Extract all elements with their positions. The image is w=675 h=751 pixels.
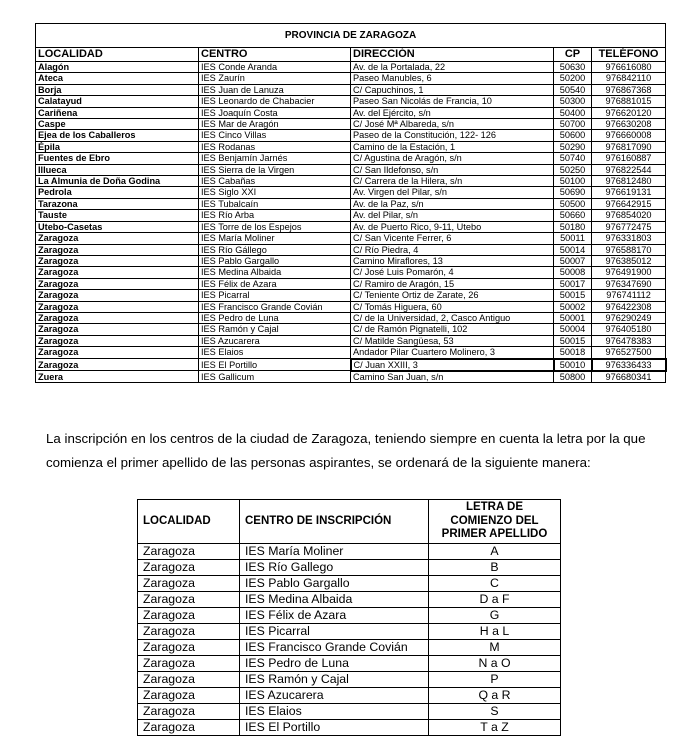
table-row: [36, 73, 666, 84]
table-row: [36, 153, 666, 164]
cell-centro: IES El Portillo: [240, 720, 429, 736]
cell-direccion: Av. de Puerto Rico, 9-11, Utebo: [351, 221, 554, 232]
cell-centro: IES Cabañas: [199, 176, 351, 187]
cell-cp: 50015: [554, 290, 592, 301]
cell-centro: IES Benjamín Jarnés: [199, 153, 351, 164]
cell-centro: IES Mar de Aragón: [199, 119, 351, 130]
cell-cp: 50100: [554, 176, 592, 187]
cell-localidad: Zaragoza: [138, 656, 240, 672]
cell-direccion: Camino Miraflores, 13: [351, 255, 554, 266]
cell-localidad: Zaragoza: [138, 560, 240, 576]
cell-localidad: Zaragoza: [138, 624, 240, 640]
cell-cp: 50500: [554, 198, 592, 209]
cell-localidad: Zaragoza: [36, 244, 199, 255]
cell-telefono: 976160887: [592, 153, 666, 164]
table-row: [36, 187, 666, 198]
cell-direccion: Paseo San Nicolás de Francia, 10: [351, 96, 554, 107]
cell-direccion: C/ Capuchinos, 1: [351, 84, 554, 95]
cell-direccion: C/ Agustina de Aragón, s/n: [351, 153, 554, 164]
cell-letra: A: [429, 544, 561, 560]
cell-localidad: Zaragoza: [36, 255, 199, 266]
cell-letra: D a F: [429, 592, 561, 608]
cell-telefono: 976290249: [592, 312, 666, 323]
cell-direccion: Camino San Juan, s/n: [351, 371, 554, 383]
cell-localidad: Zaragoza: [36, 312, 199, 323]
table-row: [36, 210, 666, 221]
table-row: [138, 640, 561, 656]
cell-direccion: Av. de la Portalada, 22: [351, 62, 554, 73]
cell-telefono: 976620120: [592, 107, 666, 118]
cell-telefono: 976588170: [592, 244, 666, 255]
cell-direccion: C/ San Vicente Ferrer, 6: [351, 233, 554, 244]
cell-letra: M: [429, 640, 561, 656]
cell-centro: IES Ramón y Cajal: [240, 672, 429, 688]
cell-cp: 50008: [554, 267, 592, 278]
table-row: [138, 592, 561, 608]
cell-centro: IES Ramón y Cajal: [199, 324, 351, 335]
cell-centro: IES Sierra de la Virgen: [199, 164, 351, 175]
cell-centro: IES Siglo XXI: [199, 187, 351, 198]
cell-direccion: C/ Matilde Sangüesa, 53: [351, 335, 554, 346]
table-row: [138, 656, 561, 672]
cell-centro: IES Francisco Grande Covián: [240, 640, 429, 656]
cell-localidad: Zaragoza: [36, 233, 199, 244]
table-row: [36, 278, 666, 289]
cell-centro: IES Pedro de Luna: [240, 656, 429, 672]
cell-localidad: Zaragoza: [138, 688, 240, 704]
table-header-row: [138, 500, 561, 544]
cell-cp: 50200: [554, 73, 592, 84]
cell-centro: IES Gallicum: [199, 371, 351, 383]
cell-telefono: 976616080: [592, 62, 666, 73]
cell-centro: IES Francisco Grande Covián: [199, 301, 351, 312]
cell-localidad: Zaragoza: [36, 278, 199, 289]
table-row: [138, 608, 561, 624]
table-row: [36, 312, 666, 323]
cell-localidad: Zaragoza: [36, 301, 199, 312]
cell-localidad: Zaragoza: [138, 704, 240, 720]
cell-direccion: C/ José Mª Albareda, s/n: [351, 119, 554, 130]
table-row: [36, 301, 666, 312]
cell-centro: IES Cinco Villas: [199, 130, 351, 141]
cell-centro: IES Río Gallego: [240, 560, 429, 576]
cell-centro: IES Joaquín Costa: [199, 107, 351, 118]
cell-localidad: Zuera: [36, 371, 199, 383]
cell-cp: 50007: [554, 255, 592, 266]
cell-letra: T a Z: [429, 720, 561, 736]
cell-cp: 50700: [554, 119, 592, 130]
cell-cp: 50690: [554, 187, 592, 198]
cell-centro: IES María Moliner: [240, 544, 429, 560]
cell-direccion: Av. del Pilar, s/n: [351, 210, 554, 221]
cell-telefono: 976842110: [592, 73, 666, 84]
header-telefono: TELÉFONO: [592, 48, 666, 62]
cell-telefono: 976854020: [592, 210, 666, 221]
cell-telefono: 976822544: [592, 164, 666, 175]
cell-cp: 50017: [554, 278, 592, 289]
cell-telefono: 976422308: [592, 301, 666, 312]
cell-centro: IES Pedro de Luna: [199, 312, 351, 323]
table-row: [36, 267, 666, 278]
cell-cp: 50004: [554, 324, 592, 335]
cell-localidad: Zaragoza: [138, 544, 240, 560]
cell-direccion: Camino de la Estación, 1: [351, 141, 554, 152]
table-row: [36, 107, 666, 118]
cell-cp: 50250: [554, 164, 592, 175]
table-row: [36, 335, 666, 346]
table-row: [36, 324, 666, 335]
cell-localidad: Zaragoza: [36, 359, 199, 371]
cell-centro: IES Medina Albaida: [240, 592, 429, 608]
cell-cp: 50740: [554, 153, 592, 164]
cell-centro: IES Pablo Gargallo: [199, 255, 351, 266]
table-row: [36, 244, 666, 255]
table-row: [36, 130, 666, 141]
cell-cp: 50180: [554, 221, 592, 232]
cell-localidad: Zaragoza: [36, 324, 199, 335]
cell-localidad: Zaragoza: [138, 720, 240, 736]
cell-centro: IES Elaios: [199, 347, 351, 359]
header-localidad: LOCALIDAD: [36, 48, 199, 62]
cell-telefono: 976619131: [592, 187, 666, 198]
cell-cp: 50014: [554, 244, 592, 255]
cell-centro: IES María Moliner: [199, 233, 351, 244]
cell-cp: 50290: [554, 141, 592, 152]
cell-localidad: Zaragoza: [36, 267, 199, 278]
cell-direccion: C/ Ramiro de Aragón, 15: [351, 278, 554, 289]
table-row: [36, 290, 666, 301]
table-row: [36, 62, 666, 73]
cell-letra: C: [429, 576, 561, 592]
cell-localidad: Ateca: [36, 73, 199, 84]
table-row: [138, 672, 561, 688]
cell-centro: IES Pablo Gargallo: [240, 576, 429, 592]
cell-localidad: Zaragoza: [36, 347, 199, 359]
table-row: [36, 96, 666, 107]
cell-cp: 50015: [554, 335, 592, 346]
cell-letra: H a L: [429, 624, 561, 640]
table-row: [138, 688, 561, 704]
table-row: [36, 176, 666, 187]
cell-localidad: Borja: [36, 84, 199, 95]
cell-cp: 50660: [554, 210, 592, 221]
cell-localidad: Zaragoza: [138, 672, 240, 688]
cell-centro: IES Tubalcaín: [199, 198, 351, 209]
cell-localidad: Zaragoza: [36, 335, 199, 346]
cell-telefono: 976527500: [592, 347, 666, 359]
cell-centro: IES Félix de Azara: [199, 278, 351, 289]
table-row: [36, 371, 666, 383]
cell-direccion: C/ Tomás Higuera, 60: [351, 301, 554, 312]
cell-direccion: Av. del Ejército, s/n: [351, 107, 554, 118]
cell-centro: IES Leonardo de Chabacier: [199, 96, 351, 107]
cell-centro: IES Picarral: [240, 624, 429, 640]
header-centro: CENTRO: [199, 48, 351, 62]
cell-direccion: C/ Carrera de la Hilera, s/n: [351, 176, 554, 187]
cell-cp: 50018: [554, 347, 592, 359]
table-title: PROVINCIA DE ZARAGOZA: [36, 24, 666, 48]
cell-direccion: C/ Río Piedra, 4: [351, 244, 554, 255]
cell-cp: 50002: [554, 301, 592, 312]
table-row: [138, 624, 561, 640]
cell-localidad: Utebo-Casetas: [36, 221, 199, 232]
cell-localidad: Épila: [36, 141, 199, 152]
cell-localidad: Alagón: [36, 62, 199, 73]
cell-centro: IES Juan de Lanuza: [199, 84, 351, 95]
cell-direccion: C/ Juan XXIII, 3: [351, 359, 554, 371]
cell-telefono: 976680341: [592, 371, 666, 383]
cell-letra: Q a R: [429, 688, 561, 704]
cell-telefono: 976405180: [592, 324, 666, 335]
cell-centro: IES Azucarera: [199, 335, 351, 346]
cell-telefono: 976630208: [592, 119, 666, 130]
cell-telefono: 976772475: [592, 221, 666, 232]
cell-centro: IES Río Arba: [199, 210, 351, 221]
cell-telefono: 976347690: [592, 278, 666, 289]
table-row: [36, 347, 666, 359]
cell-telefono: 976491900: [592, 267, 666, 278]
cell-telefono: 976660008: [592, 130, 666, 141]
cell-centro: IES Torre de los Espejos: [199, 221, 351, 232]
cell-centro: IES Félix de Azara: [240, 608, 429, 624]
cell-telefono: 976881015: [592, 96, 666, 107]
cell-localidad: Zaragoza: [138, 640, 240, 656]
cell-localidad: Fuentes de Ebro: [36, 153, 199, 164]
cell-letra: N a O: [429, 656, 561, 672]
cell-cp: 50600: [554, 130, 592, 141]
cell-direccion: Paseo Manubles, 6: [351, 73, 554, 84]
cell-localidad: Cariñena: [36, 107, 199, 118]
table-row: [36, 84, 666, 95]
table-row: [36, 221, 666, 232]
cell-localidad: Calatayud: [36, 96, 199, 107]
cell-centro: IES Azucarera: [240, 688, 429, 704]
cell-localidad: Illueca: [36, 164, 199, 175]
cell-centro: IES Rodanas: [199, 141, 351, 152]
cell-telefono: 976741112: [592, 290, 666, 301]
enrollment-table: [137, 499, 561, 736]
cell-cp: 50630: [554, 62, 592, 73]
header-direccion: DIRECCIÓN: [351, 48, 554, 62]
cell-direccion: C/ José Luis Pomarón, 4: [351, 267, 554, 278]
cell-cp: 50001: [554, 312, 592, 323]
cell-telefono: 976867368: [592, 84, 666, 95]
cell-centro: IES Medina Albaida: [199, 267, 351, 278]
cell-centro: IES El Portillo: [199, 359, 351, 371]
table-row: [36, 119, 666, 130]
cell-letra: G: [429, 608, 561, 624]
cell-direccion: C/ de Ramón Pignatelli, 102: [351, 324, 554, 335]
cell-localidad: Pedrola: [36, 187, 199, 198]
cell-telefono: 976642915: [592, 198, 666, 209]
header-cp: CP: [554, 48, 592, 62]
cell-telefono: 976478383: [592, 335, 666, 346]
cell-centro: IES Elaios: [240, 704, 429, 720]
cell-direccion: C/ San Ildefonso, s/n: [351, 164, 554, 175]
table-row: [36, 164, 666, 175]
table-row: [36, 359, 666, 371]
cell-localidad: Zaragoza: [138, 576, 240, 592]
header-localidad: LOCALIDAD: [138, 500, 240, 544]
cell-telefono: 976331803: [592, 233, 666, 244]
table-row: [36, 233, 666, 244]
cell-letra: P: [429, 672, 561, 688]
cell-letra: S: [429, 704, 561, 720]
cell-centro: IES Picarral: [199, 290, 351, 301]
cell-localidad: Ejea de los Caballeros: [36, 130, 199, 141]
cell-telefono: 976812480: [592, 176, 666, 187]
table-row: [36, 141, 666, 152]
header-centro-inscripcion: CENTRO DE INSCRIPCIÓN: [240, 500, 429, 544]
cell-localidad: Zaragoza: [138, 592, 240, 608]
cell-localidad: Caspe: [36, 119, 199, 130]
cell-localidad: Tarazona: [36, 198, 199, 209]
cell-telefono: 976336433: [592, 359, 666, 371]
cell-localidad: Zaragoza: [36, 290, 199, 301]
table-row: [138, 544, 561, 560]
table-row: [36, 255, 666, 266]
cell-localidad: Tauste: [36, 210, 199, 221]
cell-direccion: Paseo de la Constitución, 122- 126: [351, 130, 554, 141]
header-letra: LETRA DE COMIENZO DEL PRIMER APELLIDO: [429, 500, 561, 544]
cell-direccion: Av. de la Paz, s/n: [351, 198, 554, 209]
table-row: [138, 704, 561, 720]
cell-localidad: La Almunia de Doña Godina: [36, 176, 199, 187]
cell-localidad: Zaragoza: [138, 608, 240, 624]
cell-centro: IES Río Gállego: [199, 244, 351, 255]
cell-cp: 50400: [554, 107, 592, 118]
centers-table: [35, 23, 667, 383]
cell-cp: 50800: [554, 371, 592, 383]
table-row: [138, 720, 561, 736]
cell-direccion: Andador Pilar Cuartero Molinero, 3: [351, 347, 554, 359]
cell-centro: IES Zaurín: [199, 73, 351, 84]
cell-telefono: 976385012: [592, 255, 666, 266]
cell-letra: B: [429, 560, 561, 576]
cell-direccion: C/ Teniente Ortiz de Zarate, 26: [351, 290, 554, 301]
cell-centro: IES Conde Aranda: [199, 62, 351, 73]
table-row: [138, 576, 561, 592]
cell-cp: 50011: [554, 233, 592, 244]
cell-direccion: C/ de la Universidad, 2, Casco Antiguo: [351, 312, 554, 323]
cell-telefono: 976817090: [592, 141, 666, 152]
table-row: [138, 560, 561, 576]
table-row: [36, 198, 666, 209]
cell-cp: 50540: [554, 84, 592, 95]
cell-cp: 50010: [554, 359, 592, 371]
instructions-paragraph: La inscripción en los centros de la ciudad de Zaragoza, teniendo siempre en cuenta la letra por la que comienza el primer apellido de las personas aspirantes, se ordenará de la siguiente manera:: [46, 431, 646, 470]
cell-cp: 50300: [554, 96, 592, 107]
table-header-row: [36, 48, 666, 62]
cell-direccion: Av. Virgen del Pilar, s/n: [351, 187, 554, 198]
